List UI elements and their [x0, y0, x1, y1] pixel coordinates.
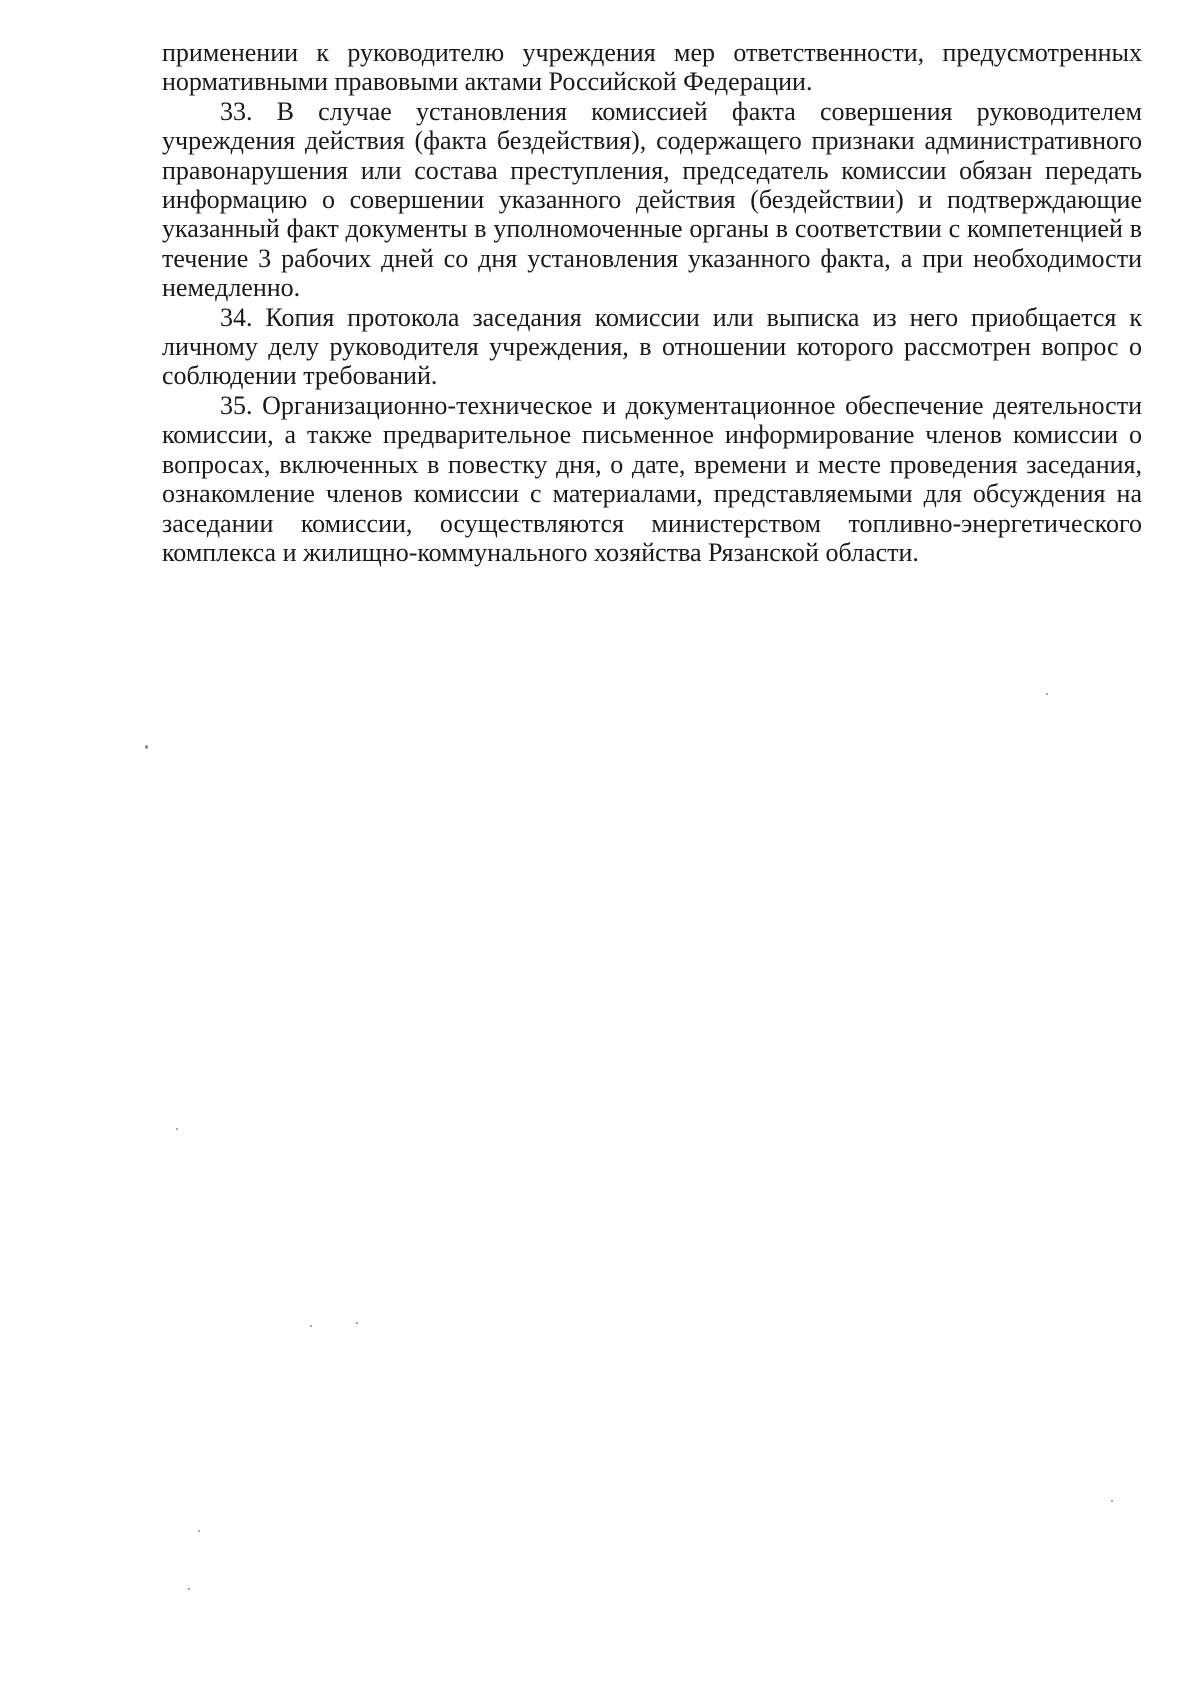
paragraph-33: 33. В случае установления комиссией факта совершения руководителем учреждения действия (факта бездействия), содержащего признаки административного правонарушения или состава преступления, председатель комиссии обязан передать информацию о совершении указанного действия (бездействии) и подтверждающие указанный факт документы в уполномоченные органы в соответствии с компетенцией в течение 3 рабочих дней со дня установления указанного факта, а при необходимости немедленно. [162, 96, 1142, 303]
scan-speck [198, 1530, 200, 1532]
scan-speck [1111, 1500, 1113, 1502]
scan-speck [1046, 693, 1048, 695]
scan-speck [310, 1325, 312, 1327]
paragraph-34: 34. Копия протокола заседания комиссии или выписка из него приобщается к личному делу руководителя учреждения, в отношении которого рассмотрен вопрос о соблюдении требований. [162, 302, 1142, 391]
scan-speck [145, 745, 148, 749]
paragraph-continuation: применении к руководителю учреждения мер ответственности, предусмотренных нормативными правовыми актами Российской Федерации. [162, 38, 1142, 97]
scan-speck [188, 1588, 190, 1590]
document-body [162, 38, 1142, 567]
scan-speck [176, 1128, 178, 1130]
paragraph-35: 35. Организационно-техническое и документационное обеспечение деятельности комиссии, а также предварительное письменное информирование членов комиссии о вопросах, включенных в повестку дня, о дате, времени и месте проведения заседания, ознакомление членов комиссии с материалами, представляемыми для обсуждения на заседании комиссии, осуществляются министерством топливно-энергетического комплекса и жилищно-коммунального хозяйства Рязанской области. [162, 390, 1142, 567]
scan-speck [356, 1322, 358, 1324]
